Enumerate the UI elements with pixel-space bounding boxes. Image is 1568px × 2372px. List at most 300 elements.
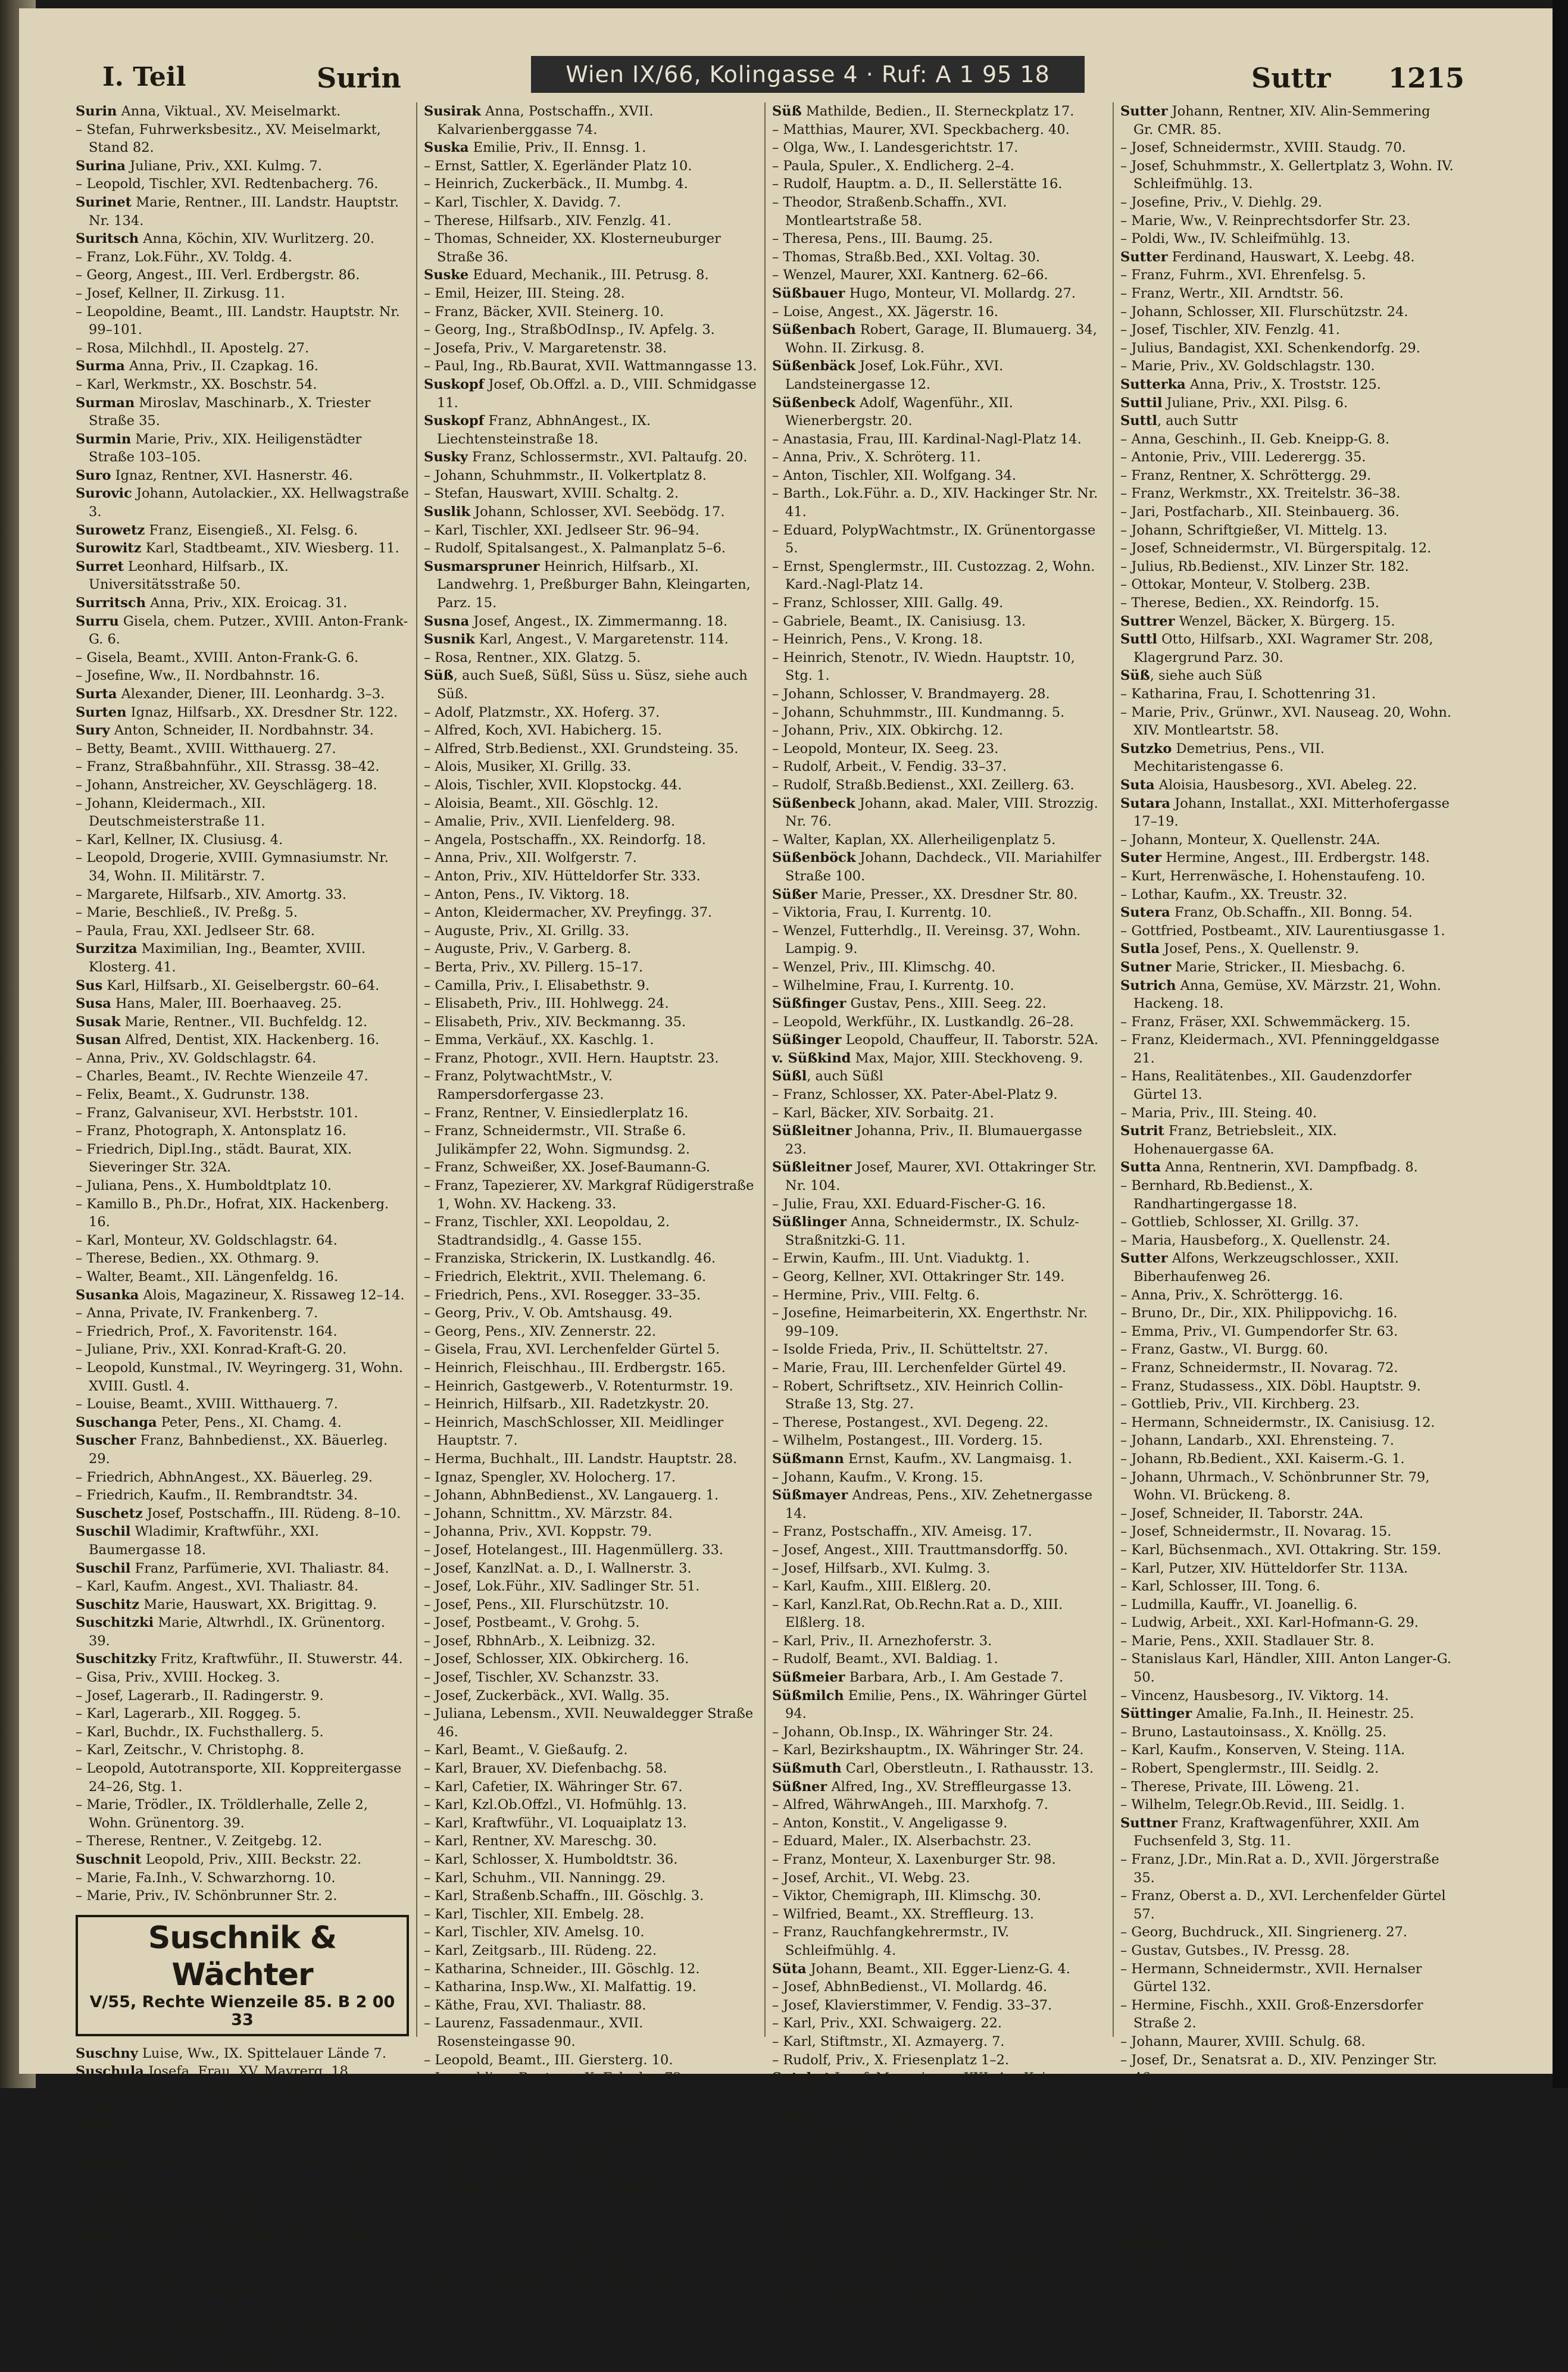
directory-entry [1120, 776, 1454, 795]
entry-details: – Hermine, Priv., VIII. Feltg. 6. [772, 1287, 980, 1303]
directory-entry [1120, 576, 1454, 594]
directory-entry [424, 1122, 757, 1158]
entry-surname: Süßenbach [772, 322, 856, 338]
entry-details: – Heinrich, Hilfsarb., XII. Radetzkystr. 20. [424, 1396, 710, 1412]
entry-details: – Franz, Lok.Führ., XV. Toldg. 4. [76, 249, 292, 265]
directory-entry [772, 1304, 1105, 1340]
directory-entry [772, 430, 1105, 449]
entry-details: – Leopoldine, Ww., II. Glockeng. 6. [424, 2124, 660, 2140]
directory-entry [424, 412, 757, 448]
entry-surname: Suttil [1120, 395, 1163, 411]
entry-surname: Suttl [1120, 632, 1157, 648]
entry-details: – Karl, Kellner, IX. Clusiusg. 4. [76, 832, 283, 848]
directory-entry [424, 503, 757, 521]
entry-details: – Franz, PolytwachtMstr., V. Rampersdorfergasse 23. [424, 1068, 613, 1103]
directory-entry [1120, 339, 1454, 358]
directory-entry [76, 740, 409, 758]
entry-details: – Wilhelm, Postangest., III. Vorderg. 15. [772, 1433, 1043, 1449]
entry-details: – Johann, Rb.Bedient., XXI. Kaiserm.-G. 1. [1120, 1451, 1405, 1467]
directory-column-2 [424, 102, 757, 2286]
entry-details: Ignaz, Hilfsarb., XX. Dresdner Str. 122. [126, 704, 398, 720]
entry-surname: Suschitzki [76, 1615, 154, 1631]
entry-details: – Karl, Kaufm., Konserven, V. Steing. 11A. [1120, 1742, 1405, 1758]
directory-entry [76, 1468, 409, 1487]
directory-entry [772, 558, 1105, 594]
directory-entry [424, 922, 757, 940]
directory-entry [424, 2179, 757, 2197]
directory-entry [1120, 1560, 1454, 1578]
entry-details: – Jari, Postfacharb., XII. Steinbauerg. 36. [1120, 504, 1400, 520]
directory-entry [772, 2051, 1105, 2070]
directory-entry [424, 157, 757, 176]
entry-surname: Süßleitner [772, 1123, 852, 1139]
entry-surname: Suttner [1120, 1815, 1177, 1831]
directory-entry [424, 448, 757, 467]
entry-surname: Susmarspruner [424, 558, 540, 574]
directory-entry [772, 1887, 1105, 1905]
entry-surname: Süßer [772, 886, 817, 902]
directory-entry [76, 995, 409, 1013]
directory-entry [424, 1796, 757, 1814]
directory-entry [772, 1031, 1105, 1049]
entry-details: – Wenzel, Priv., III. Klimschg. 40. [772, 959, 996, 975]
entry-details: – Karl, Bäcker, XIV. Sorbaitg. 21. [772, 1105, 994, 1121]
entry-details: – Karl, Tischler, XXI. Jedlseer Str. 96–94. [424, 522, 699, 538]
entry-surname: Susak [76, 1014, 121, 1030]
entry-details: , auch Süßl [807, 1068, 883, 1085]
entry-details: – Emil, Heizer, III. Steing. 28. [424, 285, 625, 301]
entry-details: – Franz, Gastw., VI. Burgg. 60. [1120, 1342, 1328, 1358]
entry-details: – Wenzel, Futterhdlg., II. Vereinsg. 37, Wohn. Lampig. 9. [772, 923, 1081, 957]
entry-details: – Elise, Rentner., XI. Dorfg. 63. [772, 2289, 983, 2305]
directory-entry [772, 1486, 1105, 1523]
entry-surname: Süßenbäck [772, 358, 855, 374]
entry-details: – Karl, Zeitgsarb., III. Rüdeng. 22. [424, 1942, 657, 1958]
entry-details: Otto, Hilfsarb., XXI. Wagramer Str. 208, Klagergrund Parz. 30. [1133, 632, 1433, 665]
entry-details: – Josef, Klavierstimmer, V. Fendig. 33–37. [772, 1997, 1052, 2013]
entry-details: Marie, Stricker., II. Miesbachg. 6. [1171, 959, 1405, 975]
directory-entry [424, 1013, 757, 1032]
directory-entry [1120, 1359, 1454, 1377]
advertisement-title: Suschnik & Wächter [148, 1920, 337, 1993]
entry-details: Marie, Altwrhdl., IX. Grünentorg. 39. [89, 1615, 386, 1649]
directory-entry [76, 1505, 409, 1523]
entry-details: Franz, Parfümerie, XVI. Thaliastr. 84. [130, 1560, 389, 1576]
entry-surname: Susna [424, 613, 470, 629]
entry-details: – Leopold, Beamt., III. Giersterg. 10. [424, 2052, 673, 2068]
advertisement-address: V/55, Rechte Wienzeile 85. B 2 00 33 [89, 1992, 395, 2029]
directory-entry [772, 2196, 1105, 2215]
entry-surname: Susan [76, 1032, 121, 1048]
entry-details: – Gottlieb, Priv., VII. Kirchberg. 23. [1120, 1396, 1360, 1412]
entry-details: Anna, Priv., II. Czapkag. 16. [124, 358, 319, 374]
directory-entry [772, 467, 1105, 485]
entry-details: – Franz, Schuhobenverlag., XVIII. Wallriesstr. 125. [772, 2252, 1082, 2286]
entry-details: – Juliana, Lebensm., XVII. Neuwaldegger Straße 46. [424, 1706, 754, 1740]
directory-entry [424, 2087, 757, 2124]
directory-entry [772, 1523, 1105, 1541]
entry-details: – Amalie, Priv., XVII. Lienfelderg. 98. [424, 814, 676, 830]
directory-entry [424, 1323, 757, 1341]
directory-entry [76, 285, 409, 303]
directory-entry [424, 721, 757, 740]
entry-details: – Josefine, Heimarbeiterin, XX. Engerthstr. Nr. 99–109. [772, 1305, 1088, 1339]
directory-entry [1120, 2124, 1454, 2142]
directory-entry [1120, 2033, 1454, 2051]
entry-details: – Leopold, Drogerie, XVIII. Gymnasiumstr. Nr. 34, Wohn. II. Militärstr. 7. [76, 850, 389, 884]
directory-entry [76, 1304, 409, 1323]
directory-entry [424, 521, 757, 540]
entry-details: – Heinrich, MaschSchlosser, XII. Meidlinger Hauptstr. 7. [424, 1414, 724, 1449]
page-number: 1215 [1388, 62, 1465, 94]
entry-details: – Eduard, PolypWachtmstr., IX. Grünentorgasse 5. [772, 522, 1096, 557]
entry-details: – Josef, Kellner, II. Zirkusg. 11. [76, 285, 285, 301]
entry-surname: Suskopf [424, 413, 485, 429]
entry-details: – Stefan, Fuhrwerksbesitz., XV. Meiselmarkt, Stand 82. [76, 121, 381, 156]
directory-entry [424, 2233, 757, 2251]
directory-entry [772, 1195, 1105, 1214]
entry-details: – Marie, Hebamme, V. Einsiedlerplatz 16. [424, 2270, 705, 2286]
directory-entry [76, 1395, 409, 1414]
entry-details: , siehe auch Süß [1150, 668, 1263, 684]
entry-details: – Therese, Bedien., XX. Othmarg. 9. [76, 1251, 320, 1267]
entry-details: – Josef, Postbeamt., V. Grohg. 5. [424, 1615, 640, 1631]
entry-details: Marie, Rentner., VII. Buchfeldg. 12. [120, 1014, 368, 1030]
directory-entry [424, 303, 757, 321]
directory-entry [772, 2142, 1105, 2179]
directory-entry [772, 1249, 1105, 1268]
directory-entry [772, 1632, 1105, 1651]
directory-entry [424, 1268, 757, 1286]
directory-entry [424, 2124, 757, 2142]
entry-details: – Therese, Rentner., V. Zeitgebg. 12. [76, 1833, 323, 1849]
directory-entry [772, 1213, 1105, 1249]
entry-details: Alfons, Werkzeugschlosser., XXII. Biberhaufenweg 26. [1133, 1251, 1399, 1285]
directory-entry [76, 2282, 409, 2318]
entry-details: Karl, Stadtbeamt., XIV. Wiesberg. 11. [141, 540, 399, 557]
entry-details: – Elisabeth, Priv., III. Hohlwegg. 24. [424, 996, 669, 1012]
entry-details: Juliane, Priv., XXI. Kulmg. 7. [125, 158, 322, 174]
entry-surname: Susinky [76, 2155, 135, 2171]
entry-details: – Franz, Photograph, X. Antonsplatz 16. [76, 1123, 346, 1139]
entry-surname: Sutter [1120, 104, 1168, 119]
directory-entry [1120, 1614, 1454, 1632]
directory-entry [76, 1687, 409, 1705]
directory-entry [772, 303, 1105, 321]
directory-entry [424, 1359, 757, 1377]
directory-entry [76, 1486, 409, 1505]
entry-details: – Heinrich, Pens., V. Krong. 18. [772, 632, 983, 648]
directory-entry [772, 175, 1105, 193]
entry-surname: Surret [76, 558, 124, 574]
directory-entry [76, 1650, 409, 1668]
directory-entry [772, 357, 1105, 393]
entry-details: – Josefa, Priv., V. Margaretenstr. 38. [424, 340, 667, 356]
directory-entry [772, 1832, 1105, 1851]
directory-entry [76, 521, 409, 540]
entry-details: Josef, Schneider, XV. Mariahilfer Str. Nr. 180. [89, 2318, 399, 2353]
directory-entry [76, 1049, 409, 1068]
entry-details: Anna, Köchin, XIV. Wurlitzerg. 20. [139, 231, 374, 247]
directory-entry [76, 1122, 409, 1140]
entry-surname: Susa [76, 996, 111, 1012]
entry-details: – Karl, Zeitschr., V. Christophg. 8. [76, 1742, 304, 1758]
directory-entry [76, 849, 409, 885]
directory-entry [772, 1286, 1105, 1305]
entry-details: Hermine, Angest., III. Erdbergstr. 148. [1161, 850, 1430, 866]
entry-details: Peter, Pens., XI. Chamg. 4. [157, 1414, 342, 1430]
entry-surname: Sutter [1120, 2234, 1168, 2250]
entry-details: – Ernst, Spenglermstr., III. Custozzag. 2, Wohn. Kard.-Nagl-Platz 14. [772, 558, 1095, 593]
directory-entry [76, 1432, 409, 1468]
entry-details: – Rudolf, Tapezierer, XII. Tivoli. 19. [1120, 2215, 1360, 2232]
entry-details: – Leopoldine, Ww., II. Untere Weißgerber Straße 28. [424, 2088, 756, 2123]
directory-entry [1120, 1650, 1454, 1686]
directory-entry [772, 230, 1105, 248]
entry-details: – Anna, Priv., XV. Goldschlagstr. 64. [76, 1050, 317, 1066]
entry-details: – Henriette, Kürschnergew., VII. Kaiserstr. 21, Wohn. Nr. 24. [76, 2282, 390, 2317]
entry-details: Alois, Magazineur, X. Rissaweg 12–14. [139, 1287, 405, 1303]
directory-entry [1120, 266, 1454, 285]
directory-entry [76, 357, 409, 376]
directory-entry [76, 1869, 409, 1887]
directory-entry [76, 193, 409, 230]
directory-entry [76, 175, 409, 193]
directory-entry [1120, 1577, 1454, 1596]
entry-details: – Karl, Tischler, X. Davidg. 7. [424, 194, 621, 210]
entry-surname: Süßlinger [772, 1214, 847, 1230]
entry-details: – Emma, Verkäuf., XX. Kaschlg. 1. [424, 1032, 654, 1048]
entry-details: – Marie, Priv., IV. Schönbrunner Str. 2. [76, 1888, 338, 1904]
entry-surname: Süßenbeck [772, 395, 855, 411]
entry-details: Marie, Frau, V. Garteng. 22. [185, 2210, 380, 2226]
entry-details: Wenzel, Bäcker, X. Bürgerg. 15. [1175, 613, 1395, 629]
entry-details: – Poldi, Ww., IV. Schleifmühlg. 13. [1120, 231, 1351, 247]
directory-entry [1120, 1286, 1454, 1305]
directory-column-3 [772, 102, 1105, 2305]
entry-details: – Gottfried, Postbeamt., XIV. Laurentiusgasse 1. [1120, 923, 1445, 939]
entry-details: Robert, Garage, II. Blumauerg. 34, Wohn. II. Zirkusg. 8. [785, 322, 1097, 356]
directory-entry [424, 1650, 757, 1668]
directory-entry [1120, 467, 1454, 485]
directory-entry [424, 776, 757, 795]
directory-entry [424, 2014, 757, 2051]
directory-entry [772, 886, 1105, 904]
directory-entry [76, 1851, 409, 1869]
entry-details: – Katharina, Frau, I. Schottenring 31. [1120, 686, 1376, 702]
entry-details: – Johann, Monteur, X. Quellenstr. 24A. [1120, 832, 1380, 848]
directory-entry [76, 2045, 409, 2063]
directory-entry [424, 1304, 757, 1323]
directory-entry [772, 248, 1105, 267]
entry-details: – Heinrich, Fleischhau., III. Erdbergstr. 165. [424, 1360, 726, 1376]
entry-details: – Ottokar, Monteur, V. Stolberg. 23B. [1120, 577, 1370, 593]
entry-surname: Sutterka [1120, 376, 1186, 392]
entry-details: – Josef, Angest., XIII. Trauttmansdorffg. 50. [772, 1542, 1068, 1558]
entry-details: – Auguste, Priv., V. Garberg. 8. [424, 941, 632, 957]
entry-details: – Franz, Fuhrm., XVI. Ehrenfelsg. 5. [1120, 267, 1366, 283]
directory-entry [424, 1104, 757, 1123]
entry-details: – Josef, Hilfsarb., XVI. Kulmg. 3. [772, 1560, 991, 1576]
directory-entry [1120, 2233, 1454, 2269]
entry-details: – Alfred, WährwAngeh., III. Marxhofg. 7. [772, 1797, 1048, 1813]
entry-surname: Sutera [1120, 905, 1170, 921]
directory-entry [772, 1468, 1105, 1487]
directory-entry [424, 1395, 757, 1414]
entry-surname: Sutter [1120, 249, 1168, 265]
directory-entry [772, 1869, 1105, 1887]
last-entry-word: Suttr [1251, 62, 1331, 94]
entry-surname: Süßenbeck [772, 795, 855, 811]
entry-details: Leopold, Chauffeur, II. Taborstr. 52A. [841, 1032, 1098, 1048]
entry-details: – Karl, Schlosser, III. Tong. 6. [1120, 1579, 1320, 1595]
entry-surname: Suschetz [76, 1505, 143, 1521]
entry-details: – Franz, Oberst a. D., XVI. Lerchenfelder Gürtel 57. [1120, 1888, 1446, 1922]
directory-entry [424, 2160, 757, 2179]
directory-entry [424, 102, 757, 139]
entry-surname: Suttl [1120, 413, 1157, 429]
directory-entry [76, 1523, 409, 1559]
directory-entry [772, 1741, 1105, 1760]
directory-entry [424, 1887, 757, 1905]
entry-surname: Süß [1120, 668, 1150, 684]
directory-entry [772, 977, 1105, 995]
entry-details: – Johann, AbhnBedienst., XV. Langauerg. 1. [424, 1487, 719, 1504]
entry-details: – Josef, Schneidermstr., VI. Bürgerspitalg. 12. [1120, 540, 1432, 557]
entry-details: – Franz, Rauchfangkehrermstr., IV. Schleifmühlg. 4. [772, 1924, 1010, 1958]
entry-details: – Georg, Priv., V. Ob. Amtshausg. 49. [424, 1305, 673, 1321]
entry-details: Marie, Rentner., III. Landstr. Hauptstr. Nr. 134. [89, 194, 399, 229]
entry-surname: Surinet [76, 194, 132, 210]
entry-details: – Maria, Priv., III. Steing. 40. [1120, 1105, 1317, 1121]
directory-entry [1120, 1340, 1454, 1359]
column-divider [416, 102, 417, 2037]
entry-details: , auch Suttr [1157, 413, 1238, 429]
entry-surname: Süß [772, 104, 802, 119]
entry-details: – Alfred, Koch, XVI. Habicherg. 15. [424, 723, 662, 739]
entry-details: – Josef, Archit., VI. Webg. 23. [772, 1870, 970, 1886]
directory-entry [76, 303, 409, 339]
directory-entry [772, 2179, 1105, 2197]
directory-entry [424, 1450, 757, 1468]
directory-entry [772, 1541, 1105, 1560]
entry-details: – Wilhelmine, Frau, I. Kurrentg. 10. [772, 977, 1014, 993]
entry-details: – Alois, Tischler, XVII. Klopstockg. 44. [424, 777, 682, 793]
directory-entry [772, 1996, 1105, 2015]
directory-entry [1120, 376, 1454, 394]
entry-details: Fritz, Kraftwführ., II. Stuwerstr. 44. [156, 1651, 403, 1667]
directory-entry [772, 2069, 1105, 2105]
entry-details: Mathilde, Bedien., II. Sterneckplatz 17. [801, 104, 1075, 119]
entry-details: Josef, Postschaffn., III. Rüdeng. 8–10. [142, 1505, 401, 1521]
entry-surname: Süßmayer [772, 1487, 848, 1504]
entry-details: – Josef, Dr., Senatsrat a. D., XIV. Penzinger Str. 46. [1120, 2052, 1437, 2086]
directory-entry [1120, 321, 1454, 339]
entry-details: – Ludwine, Priv., I. Wollzeile 17. [1120, 2179, 1337, 2195]
entry-details: Rudolf, Straßenb.Führ., XVI. Herbststraße 101, Stg. 1. [89, 2082, 318, 2116]
directory-entry [76, 539, 409, 558]
directory-entry [424, 1541, 757, 1560]
directory-entry [1120, 2215, 1454, 2233]
entry-details: – Elisabeth, Priv., XIV. Beckmanng. 35. [424, 1014, 686, 1030]
directory-entry [424, 467, 757, 485]
directory-entry [424, 1560, 757, 1578]
entry-surname: Süßbauer [772, 285, 845, 301]
entry-surname: Süßmann [772, 1451, 844, 1467]
entry-details: – Viktoria, Frau, I. Kurrentg. 10. [772, 905, 992, 921]
entry-surname: v. Süßkind [772, 1050, 851, 1066]
directory-entry [772, 995, 1105, 1013]
directory-entry [1120, 1122, 1454, 1158]
directory-entry [424, 1851, 757, 1869]
directory-entry [424, 193, 757, 212]
entry-details: – Franz, Werkmstr., XX. Treitelstr. 36–38. [1120, 486, 1401, 502]
entry-details: – Juliane, Priv., XXI. Konrad-Kraft-G. 20. [76, 1342, 347, 1358]
entry-surname: Suschnit [76, 1852, 142, 1867]
directory-entry [1120, 886, 1454, 904]
entry-details: – Karl, Bezirkshauptm., IX. Währinger Str. 24. [772, 1742, 1084, 1758]
entry-surname: Susky [424, 449, 468, 465]
entry-details: Demetrius, Pens., VII. Mechitaristengasse 6. [1133, 740, 1325, 775]
directory-entry [1120, 1377, 1454, 1396]
directory-entry [424, 1996, 757, 2015]
directory-entry [424, 2196, 757, 2215]
entry-details: – Karl, Lagerarb., XII. Roggeg. 5. [76, 1706, 301, 1722]
entry-details: – Rudolf, Beamt., XVI. Baldiag. 1. [772, 1651, 998, 1667]
directory-entry [424, 230, 757, 266]
entry-details: Anna, Schneidermstr., IX. Schulz-Straßnitzki-G. 11. [785, 1214, 1079, 1248]
entry-details: Johann, Rentner, XIV. Alin-Semmering Gr. CMR. 85. [1133, 104, 1430, 137]
entry-details: – Johanna, Priv., XVI. Koppstr. 79. [424, 1524, 652, 1540]
entry-surname: Sutel [772, 2215, 811, 2232]
directory-entry [76, 2227, 409, 2263]
entry-surname: Suscher [76, 1433, 136, 1449]
entry-details: – Aloisia, Beamt., XII. Göschlg. 12. [424, 795, 659, 811]
directory-entry [76, 977, 409, 995]
directory-entry [772, 1814, 1105, 1833]
entry-details: – Friedrich, Dipl.Ing., städt. Baurat, XIX. Sieveringer Str. 32A. [76, 1141, 352, 1176]
entry-details: Heinrich, Hilfsarb., XI. Landwehrg. 1, Preßburger Bahn, Kleingarten, Parz. 15. [437, 558, 751, 611]
directory-entry [772, 121, 1105, 139]
entry-details: Anna, Priv., XIX. Eroicag. 31. [145, 595, 348, 611]
directory-entry [76, 2318, 409, 2354]
entry-surname: Süßmilch [772, 1687, 844, 1704]
directory-columns [76, 102, 1454, 2371]
directory-entry [424, 1596, 757, 1614]
directory-entry [76, 1013, 409, 1032]
directory-entry [1120, 1541, 1454, 1560]
directory-entry [76, 1887, 409, 1905]
entry-details: – Georg, Buchdruck., XII. Singrienerg. 27. [1120, 1924, 1408, 1940]
directory-entry [424, 1286, 757, 1305]
directory-entry [1120, 594, 1454, 612]
entry-details: – Josef, Schneidermstr., II. Novarag. 15. [1120, 1524, 1392, 1540]
directory-entry [76, 121, 409, 157]
entry-surname: Suritsch [76, 231, 139, 247]
entry-details: Andreas, Pens., XIV. Zehetnergasse 14. [785, 1487, 1093, 1521]
entry-surname: Surru [76, 613, 119, 629]
directory-entry [772, 1158, 1105, 1195]
entry-details: Josef, Lok.Führ., XVI. Landsteinergasse 12. [785, 358, 1004, 392]
directory-entry [424, 977, 757, 995]
directory-entry [76, 157, 409, 176]
entry-details: – Therese, Hilfsarb., XIV. Fenzlg. 41. [424, 212, 671, 229]
entry-surname: Susen [76, 2082, 121, 2098]
directory-entry [424, 1960, 757, 1979]
directory-entry [424, 1778, 757, 1796]
directory-entry [424, 886, 757, 904]
directory-entry [424, 1978, 757, 1996]
